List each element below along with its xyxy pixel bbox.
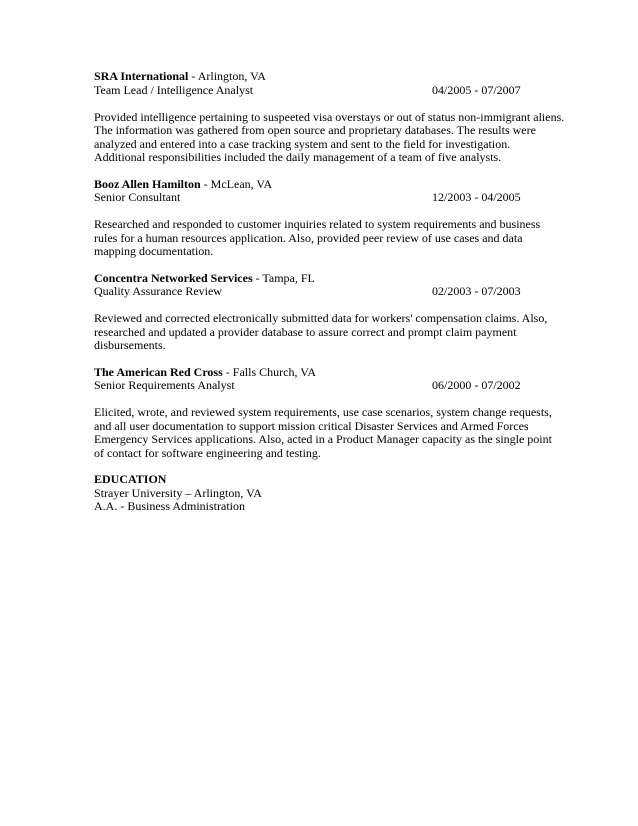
resume-page <box>94 69 565 514</box>
job-dates: 12/2003 - 04/2005 <box>432 190 521 204</box>
job-description <box>94 109 565 165</box>
description-line: researched and updated a provider database to assure correct and prompt claim payment <box>94 324 517 339</box>
description-line: Researched and responded to customer inquiries related to system requirements and business <box>94 217 541 231</box>
job-title-row <box>94 285 554 299</box>
job-title-row <box>94 84 554 98</box>
employer-name: The American Red Cross <box>94 364 223 379</box>
employer-line <box>94 70 554 84</box>
employer-location: - Arlington, VA <box>188 69 266 83</box>
job-title: Quality Assurance Review <box>94 284 222 298</box>
description-line: of contact for software engineering and testing. <box>94 445 321 460</box>
employer-name: Concentra Networked Services <box>94 270 253 285</box>
description-line: mapping documentation. <box>94 244 214 258</box>
employer-name: SRA International <box>94 69 189 83</box>
job-description <box>94 312 554 353</box>
description-line: Emergency Services applications. Also, acted in a Product Manager capacity as the single point <box>94 432 552 446</box>
employer-line <box>94 178 554 192</box>
job-entry-concentra <box>94 272 554 353</box>
description-line: Provided intelligence pertaining to suspeeted visa overstays or out of status non-immigrant aliens. <box>94 109 565 124</box>
job-title: Senior Consultant <box>94 190 181 204</box>
description-line: rules for a human resources application. Also, provided peer review of use cases and data <box>94 230 523 245</box>
employer-location: - Falls Church, VA <box>222 364 317 379</box>
job-title-row <box>94 379 554 393</box>
employer-location: - McLean, VA <box>200 176 273 191</box>
description-line: Additional responsibilities included the daily management of a team of five analysts. <box>94 150 502 164</box>
employer-line <box>94 366 554 380</box>
job-entry-booz-allen <box>94 178 554 259</box>
description-line: Elicited, wrote, and reviewed system requirements, use case scenarios, system change requests, <box>94 405 552 419</box>
education-school: Strayer University – Arlington, VA <box>94 485 262 500</box>
education-degree: A.A. - Business Administration <box>94 499 246 513</box>
employer-line <box>94 272 554 286</box>
job-title: Team Lead / Intelligence Analyst <box>94 82 254 97</box>
job-dates: 04/2005 - 07/2007 <box>432 82 521 97</box>
education-section <box>94 473 554 514</box>
employer-location: - Tampa, FL <box>252 270 315 285</box>
job-title-row <box>94 191 554 205</box>
job-dates: 02/2003 - 07/2003 <box>432 284 521 298</box>
education-heading: EDUCATION <box>94 472 167 486</box>
job-description <box>94 218 554 259</box>
job-entry-red-cross <box>94 366 554 461</box>
description-line: Reviewed and corrected electronically submitted data for workers' compensation claims. Also, <box>94 311 548 325</box>
description-line: disbursements. <box>94 338 166 352</box>
job-title: Senior Requirements Analyst <box>94 378 235 392</box>
description-line: The information was gathered from open source and proprietary databases. The results were <box>94 123 536 137</box>
employer-name: Booz Allen Hamilton <box>94 176 201 191</box>
job-dates: 06/2000 - 07/2002 <box>432 378 521 392</box>
job-entry-sra <box>94 69 565 165</box>
description-line: analyzed and entered into a case tracking system and sent to the field for investigation. <box>94 136 511 151</box>
job-description <box>94 406 554 460</box>
description-line: and all user documentation to support mission critical Disaster Services and Armed Forces <box>94 418 529 433</box>
